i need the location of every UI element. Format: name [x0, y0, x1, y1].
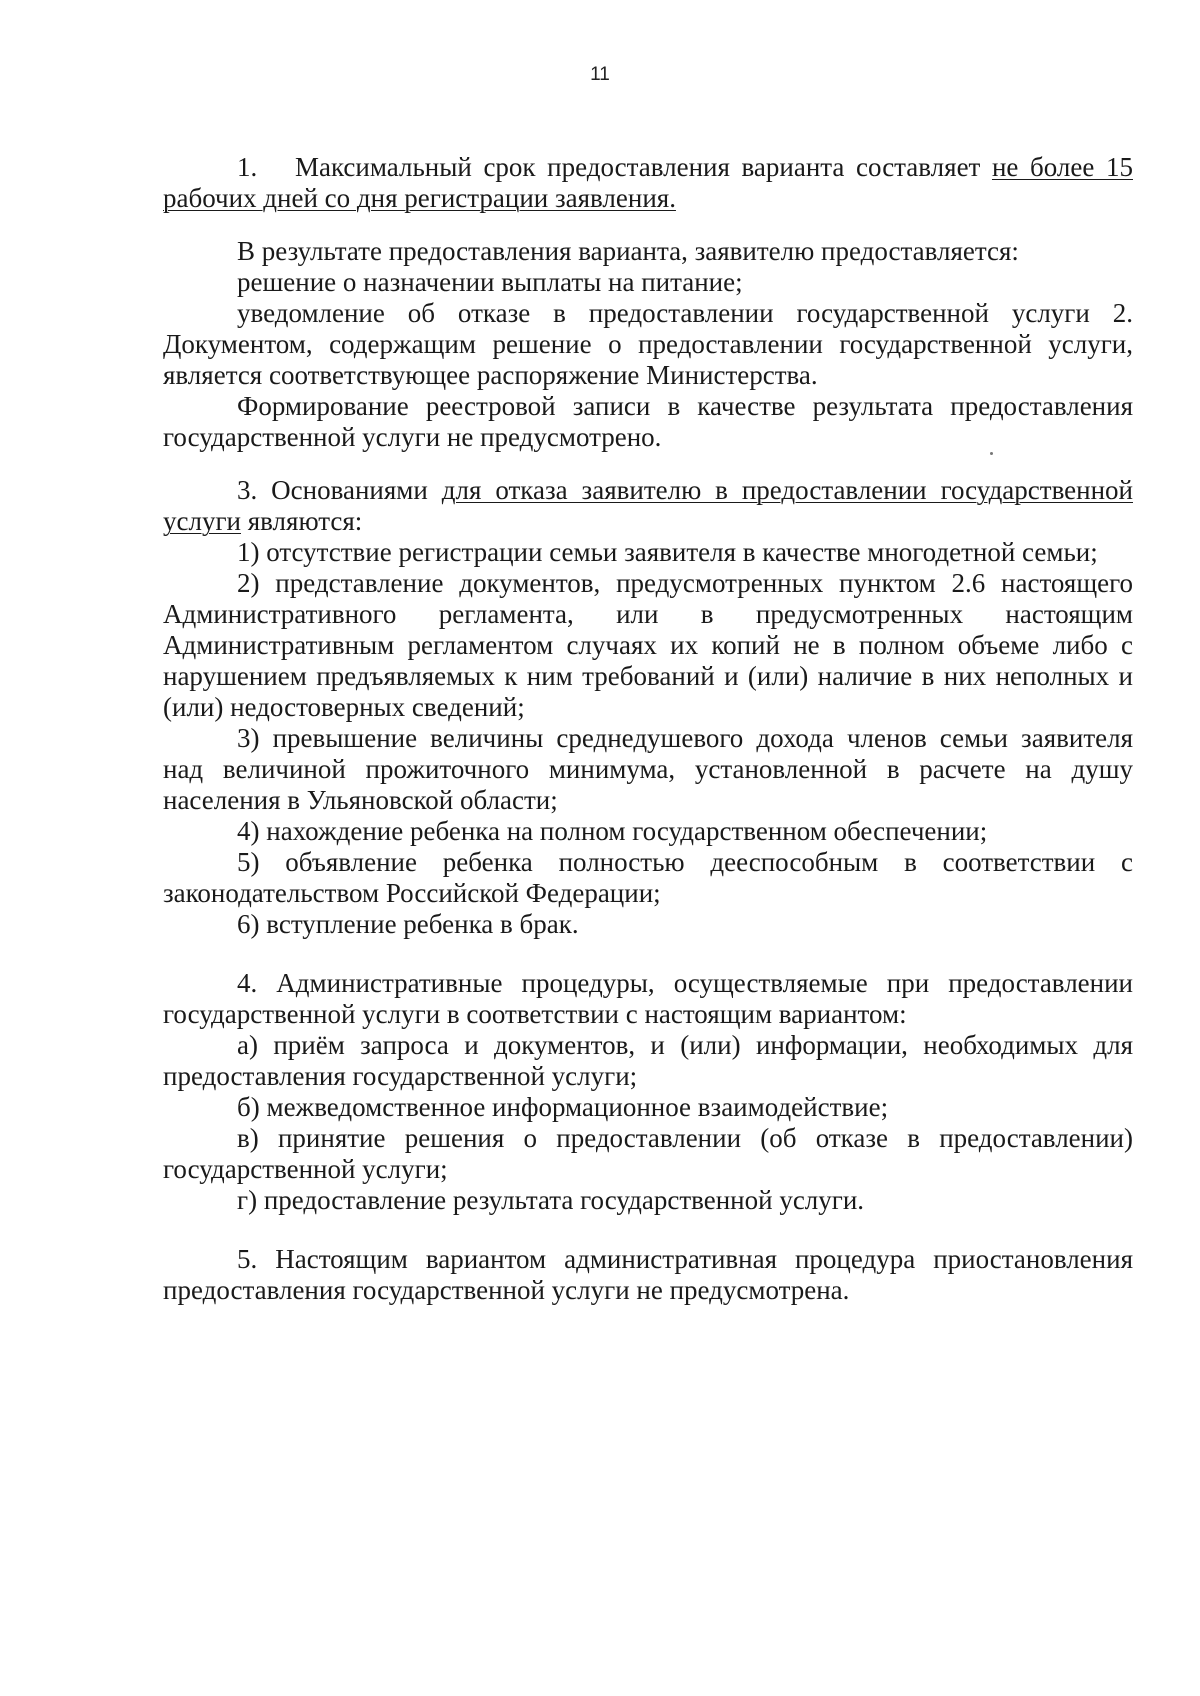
- scan-speck: [990, 452, 993, 455]
- list-item-procedure-d: г) предоставление результата государственной услуги.: [237, 1185, 865, 1215]
- list-item-ground-3: 3) превышение величины среднедушевого дохода членов семьи заявителя над величиной прожиточного минимума, установленной в расчете на душу населения в Ульяновской области;: [163, 723, 1133, 815]
- page-number: 11: [590, 64, 610, 85]
- list-item-procedure-a: а) приём запроса и документов, и (или) информации, необходимых для предоставления государственной услуги;: [163, 1030, 1133, 1091]
- paragraph-4-procedures: 4. Административные процедуры, осуществляемые при предоставлении государственной услуги в соответствии с настоящим вариантом:: [163, 968, 1133, 1029]
- list-item-ground-5: 5) объявление ребенка полностью дееспособным в соответствии с законодательством Российской Федерации;: [163, 847, 1133, 908]
- list-item-ground-2: 2) представление документов, предусмотренных пунктом 2.6 настоящего Административного регламента, или в предусмотренных настоящим Административным регламентом случаях их копий не в полном объеме либо с нарушением предъявляемых к ним требований и (или) наличие в них неполных и (или) недостоверных сведений;: [163, 568, 1133, 722]
- list-item-procedure-b: б) межведомственное информационное взаимодействие;: [237, 1092, 889, 1122]
- paragraph-result-refusal: уведомление об отказе в предоставлении государственной услуги 2. Документом, содержащим решение о предоставлении государственной услуги, является соответствующее распоряжение Министерства.: [163, 298, 1133, 390]
- paragraph-1-max-term: [163, 152, 1133, 214]
- item-number: 1.: [237, 152, 258, 182]
- paragraph-registry-record: Формирование реестровой записи в качестве результата предоставления государственной услуги не предусмотрено.: [163, 391, 1133, 452]
- document-body: [163, 152, 1133, 1306]
- list-item-ground-4: 4) нахождение ребенка на полном государственном обеспечении;: [237, 816, 988, 846]
- underlined-text: не более 15: [991, 152, 1133, 182]
- paragraph-result-intro: В результате предоставления варианта, заявителю предоставляется:: [237, 236, 1019, 266]
- underlined-text: рабочих дней со дня регистрации заявления.: [163, 183, 676, 213]
- paragraph-result-decision: решение о назначении выплаты на питание;: [237, 267, 743, 297]
- list-item-procedure-c: в) принятие решения о предоставлении (об отказе в предоставлении) государственной услуги;: [163, 1123, 1133, 1184]
- paragraph-3-refusal-grounds: [163, 475, 1133, 537]
- paragraph-text: являются:: [240, 506, 363, 536]
- list-item-ground-1: 1) отсутствие регистрации семьи заявителя в качестве многодетной семьи;: [237, 537, 1098, 567]
- paragraph-5-suspension: 5. Настоящим вариантом административная процедура приостановления предоставления государственной услуги не предусмотрена.: [163, 1244, 1133, 1305]
- paragraph-text: Максимальный срок предоставления варианта составляет: [295, 152, 992, 182]
- list-item-ground-6: 6) вступление ребенка в брак.: [237, 909, 579, 939]
- underlined-text: для отказа заявителю в предоставлении государственной услуги: [163, 475, 1133, 536]
- paragraph-text: 3. Основаниями: [237, 475, 442, 505]
